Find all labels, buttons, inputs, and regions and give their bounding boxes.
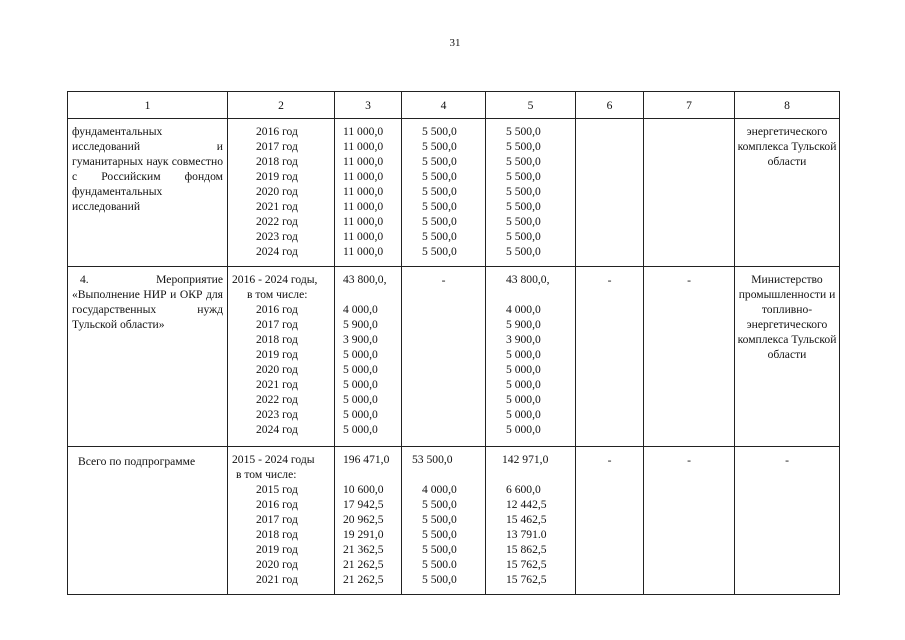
- value: 15 462,5: [506, 513, 547, 526]
- col6-value: -: [576, 267, 644, 447]
- value: 5 500,0: [506, 155, 541, 168]
- value: 5 500,0: [422, 215, 457, 228]
- value-total: 43 800,0,: [506, 273, 550, 286]
- value: 5 000,0: [506, 423, 541, 436]
- value: 4 000,0: [506, 303, 541, 316]
- col3-values: [335, 119, 402, 267]
- value: 15 762,5: [506, 573, 547, 586]
- year: 2018 год: [256, 528, 298, 541]
- col-header-6: 6: [576, 92, 644, 119]
- value: 11 000,0: [343, 125, 384, 138]
- col5-values: [486, 447, 576, 595]
- value-total: 53 500,0: [412, 453, 453, 466]
- value: 5 500,0: [422, 140, 457, 153]
- responsible-org: энергетического комплекса Тульской области: [735, 119, 840, 267]
- year: 2019 год: [256, 543, 298, 556]
- value: 5 500,0: [422, 230, 457, 243]
- value: 5 000,0: [343, 423, 378, 436]
- value: 5 500,0: [506, 230, 541, 243]
- value: 5 000,0: [343, 363, 378, 376]
- value: 5 000,0: [343, 378, 378, 391]
- col4-values: [402, 119, 486, 267]
- year: 2024 год: [256, 423, 298, 436]
- value: 10 600,0: [343, 483, 384, 496]
- year: 2023 год: [256, 408, 298, 421]
- value: 5 500,0: [506, 215, 541, 228]
- years-cell: [228, 119, 335, 267]
- value: 5 000,0: [343, 348, 378, 361]
- value: 5 500,0: [506, 245, 541, 258]
- value: 21 362,5: [343, 543, 384, 556]
- value: 3 900,0: [343, 333, 378, 346]
- year: 2021 год: [256, 378, 298, 391]
- years-cell: [228, 447, 335, 595]
- year: 2019 год: [256, 348, 298, 361]
- value: 5 500,0: [422, 155, 457, 168]
- col-header-4: 4: [402, 92, 486, 119]
- year: 2016 год: [256, 498, 298, 511]
- measure-name: фундаментальных исследований и гуманитарных наук совместно с Российским фондом фундаментальных исследований: [68, 119, 228, 267]
- value: 5 000,0: [506, 378, 541, 391]
- col7-value: [644, 119, 735, 267]
- value: 5 500,0: [422, 513, 457, 526]
- year: 2021 год: [256, 200, 298, 213]
- years-cell: [228, 267, 335, 447]
- col-header-5: 5: [486, 92, 576, 119]
- page-number: 31: [449, 37, 461, 49]
- value: 12 442,5: [506, 498, 547, 511]
- year: 2017 год: [256, 513, 298, 526]
- year: 2017 год: [256, 140, 298, 153]
- year: 2018 год: [256, 155, 298, 168]
- value: 5 500,0: [506, 185, 541, 198]
- year: 2016 год: [256, 125, 298, 138]
- col-header-8: 8: [735, 92, 840, 119]
- col7-value: -: [644, 447, 735, 595]
- col6-value: -: [576, 447, 644, 595]
- table-row: [68, 447, 840, 595]
- value: 5 500,0: [422, 245, 457, 258]
- value: 3 900,0: [506, 333, 541, 346]
- value: 5 500,0: [506, 200, 541, 213]
- value: 11 000,0: [343, 185, 384, 198]
- value: 5 500,0: [422, 528, 457, 541]
- value: 5 500,0: [422, 200, 457, 213]
- value: 13 791.0: [506, 528, 547, 541]
- year: 2019 год: [256, 170, 298, 183]
- value: 11 000,0: [343, 215, 384, 228]
- period-total: 2015 - 2024 годы: [232, 453, 315, 466]
- value: 11 000,0: [343, 155, 384, 168]
- value: 5 000,0: [506, 363, 541, 376]
- year: 2021 год: [256, 573, 298, 586]
- value: 21 262,5: [343, 558, 384, 571]
- value: 5 500,0: [506, 125, 541, 138]
- value-total: 196 471,0: [343, 453, 390, 466]
- value: 11 000,0: [343, 140, 384, 153]
- measure-name: 4. Мероприятие «Выполнение НИР и ОКР для государственных нужд Тульской области»: [68, 267, 228, 447]
- value: 5 500,0: [422, 125, 457, 138]
- subprogram-table: [67, 91, 840, 595]
- year: 2022 год: [256, 215, 298, 228]
- value: 5 900,0: [506, 318, 541, 331]
- col4-values: [402, 447, 486, 595]
- col5-values: [486, 119, 576, 267]
- value: 11 000,0: [343, 170, 384, 183]
- year: 2018 год: [256, 333, 298, 346]
- table-row: [68, 267, 840, 447]
- value: 15 762,5: [506, 558, 547, 571]
- value: 5 500,0: [422, 185, 457, 198]
- year: 2023 год: [256, 230, 298, 243]
- value-total: 142 971,0: [502, 453, 549, 466]
- value: 5 000,0: [343, 393, 378, 406]
- value: 5 900,0: [343, 318, 378, 331]
- col6-value: [576, 119, 644, 267]
- value: 15 862,5: [506, 543, 547, 556]
- year: 2020 год: [256, 363, 298, 376]
- value: 19 291,0: [343, 528, 384, 541]
- value: 5 000,0: [506, 348, 541, 361]
- value: 5 500,0: [422, 170, 457, 183]
- year: 2015 год: [256, 483, 298, 496]
- year: 2020 год: [256, 558, 298, 571]
- col5-values: [486, 267, 576, 447]
- value: 5 500,0: [422, 498, 457, 511]
- value: 20 962,5: [343, 513, 384, 526]
- year: 2022 год: [256, 393, 298, 406]
- value: 5 000,0: [506, 393, 541, 406]
- col3-values: [335, 447, 402, 595]
- table-row: [68, 119, 840, 267]
- year: 2024 год: [256, 245, 298, 258]
- value: 5 500,0: [506, 170, 541, 183]
- value: 5 500,0: [506, 140, 541, 153]
- header-row: [68, 92, 840, 119]
- col-header-3: 3: [335, 92, 402, 119]
- value: 4 000,0: [422, 483, 457, 496]
- value: 5 000,0: [343, 408, 378, 421]
- value: 11 000,0: [343, 230, 384, 243]
- col4-value: -: [402, 267, 486, 447]
- value: 6 600,0: [506, 483, 541, 496]
- value: 11 000,0: [343, 200, 384, 213]
- period-total: 2016 - 2024 годы,: [232, 273, 318, 286]
- value: 5 500,0: [422, 573, 457, 586]
- col-header-7: 7: [644, 92, 735, 119]
- period-sub: в том числе:: [236, 468, 297, 481]
- value: 5 500.0: [422, 558, 457, 571]
- year: 2016 год: [256, 303, 298, 316]
- value: 4 000,0: [343, 303, 378, 316]
- col3-values: [335, 267, 402, 447]
- col7-value: -: [644, 267, 735, 447]
- total-label: Всего по подпрограмме: [68, 447, 228, 595]
- responsible-org: -: [735, 447, 840, 595]
- value: 5 000,0: [506, 408, 541, 421]
- value-total: 43 800,0,: [343, 273, 387, 286]
- value: 5 500,0: [422, 543, 457, 556]
- value: 21 262,5: [343, 573, 384, 586]
- year: 2020 год: [256, 185, 298, 198]
- period-sub: в том числе:: [247, 288, 308, 301]
- year: 2017 год: [256, 318, 298, 331]
- value: 17 942,5: [343, 498, 384, 511]
- value: 11 000,0: [343, 245, 384, 258]
- col-header-2: 2: [228, 92, 335, 119]
- responsible-org: Министерство промышленности и топливно-энергетического комплекса Тульской области: [735, 267, 840, 447]
- col-header-1: 1: [68, 92, 228, 119]
